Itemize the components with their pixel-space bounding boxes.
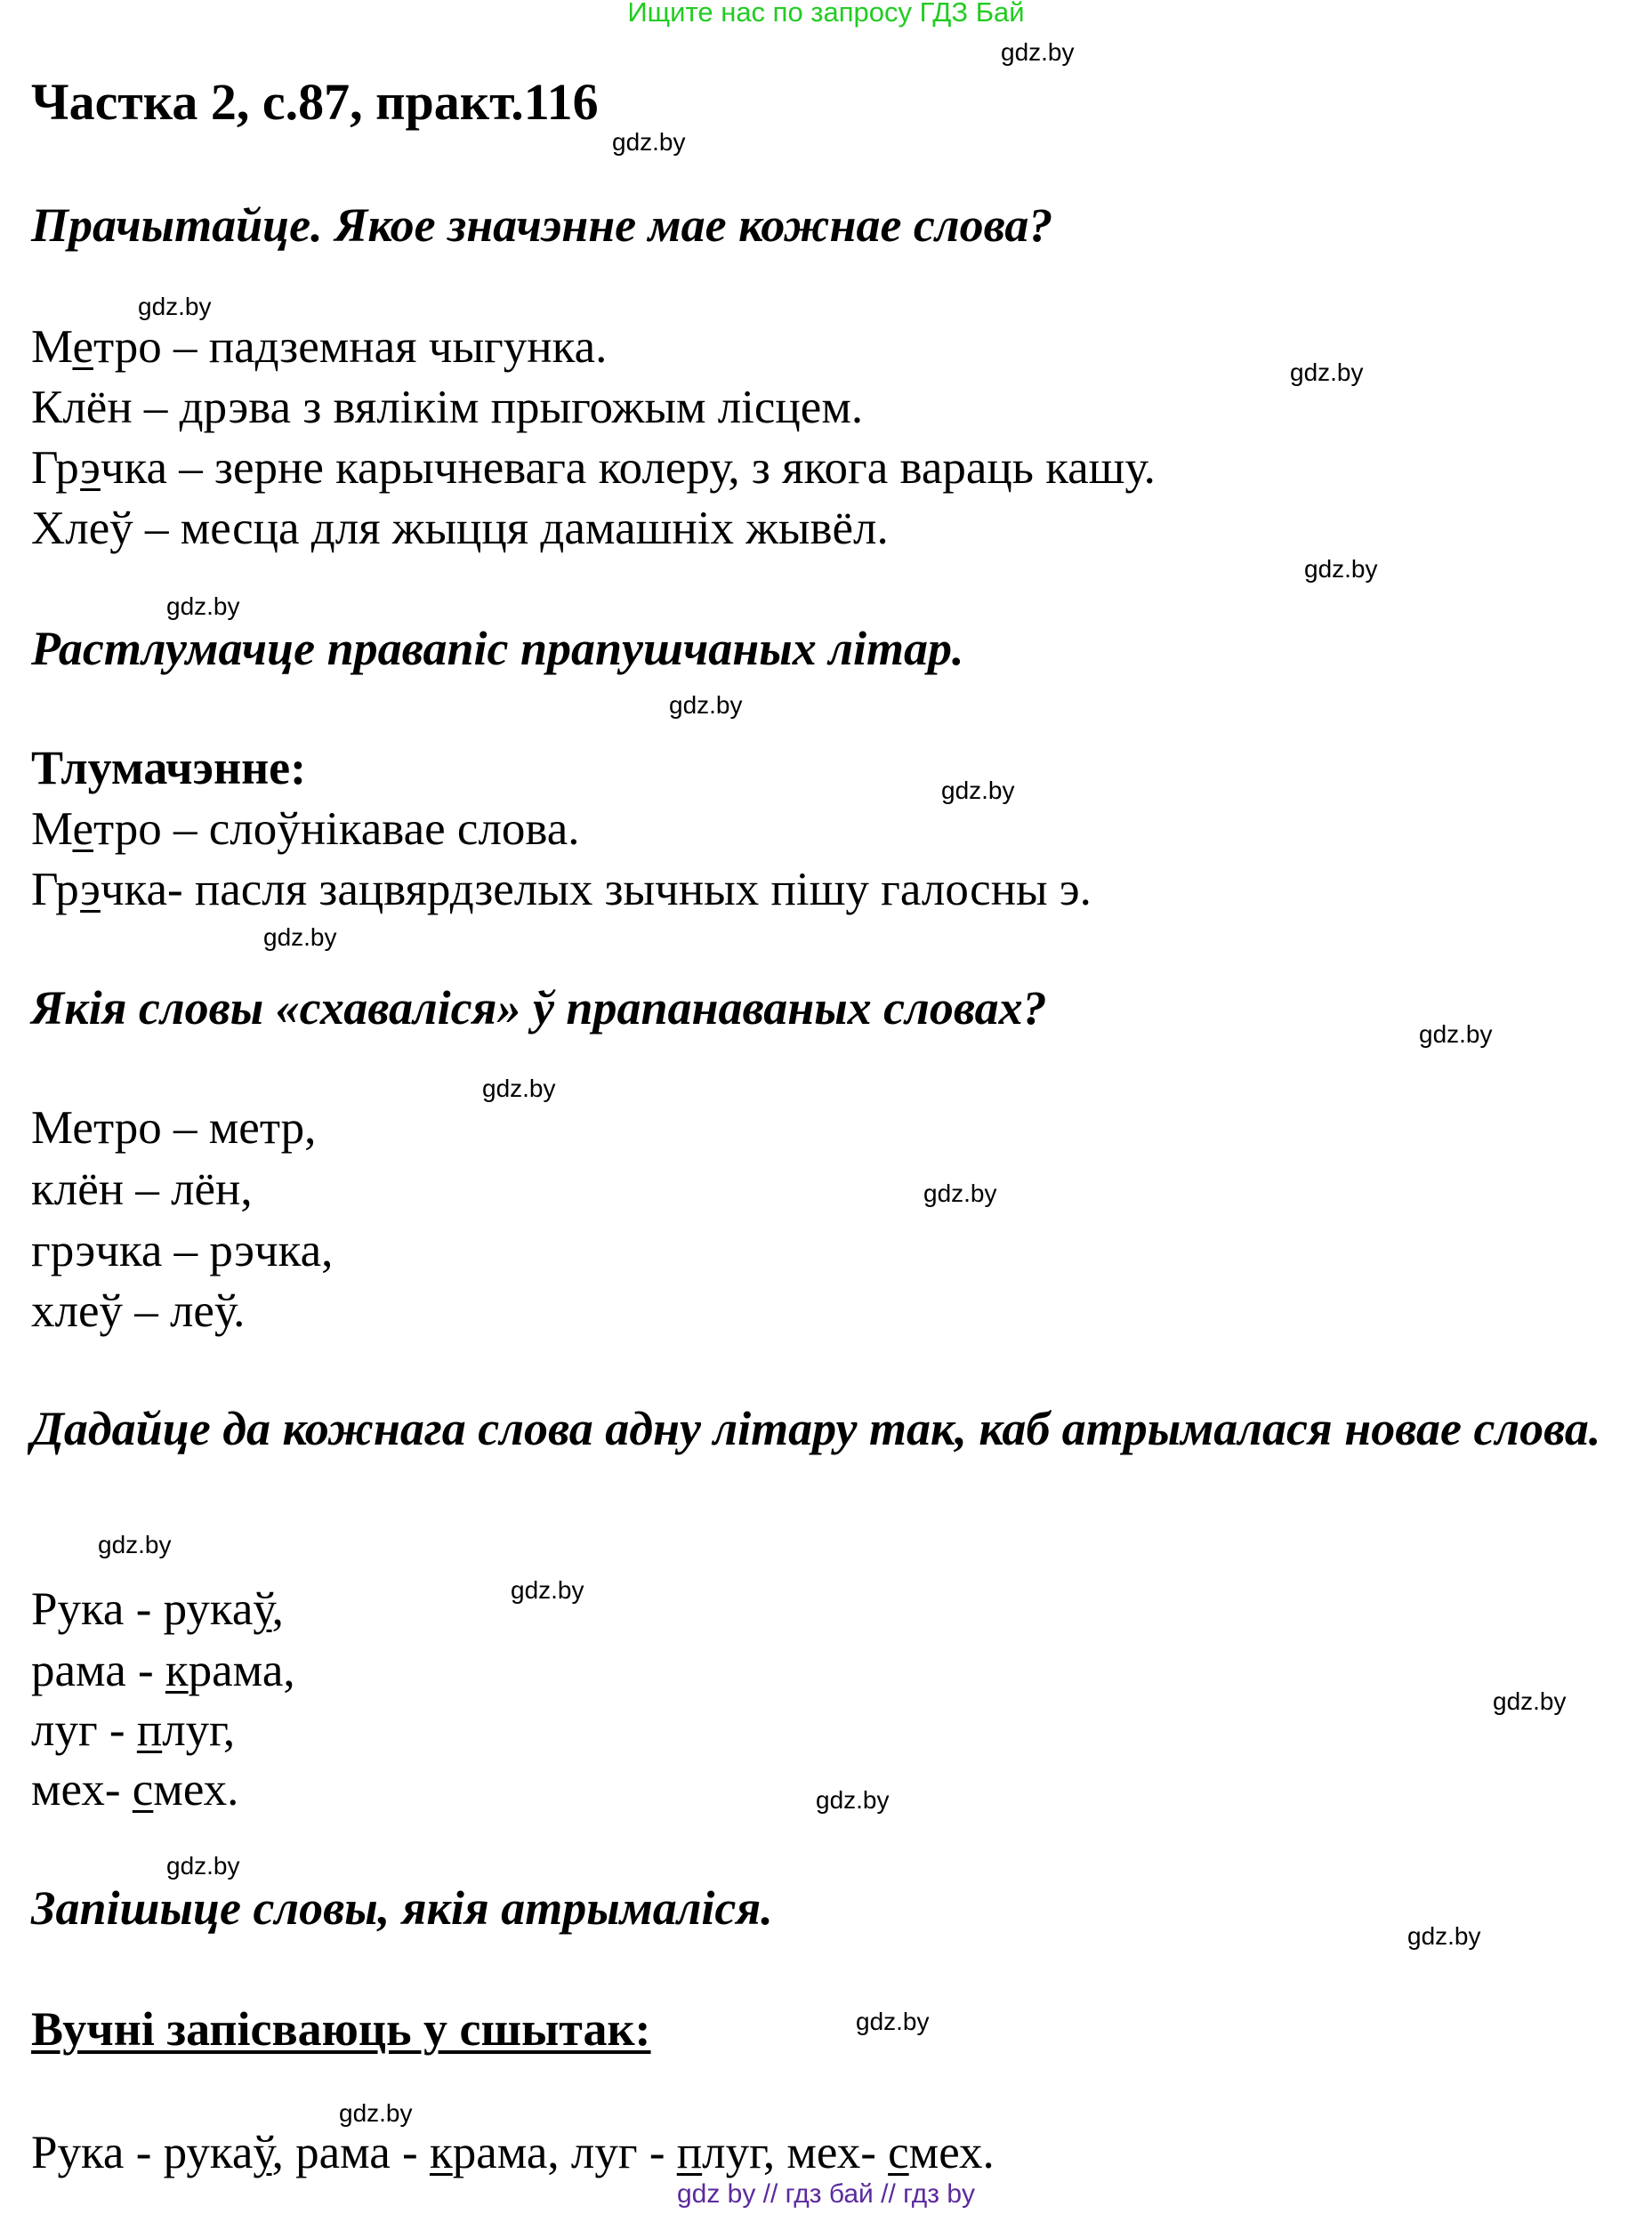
text-line	[31, 2129, 995, 2177]
text-segment: Гр	[31, 864, 81, 915]
text-line	[31, 1225, 334, 1276]
underlined-letter: э	[80, 442, 101, 494]
text-segment: тро – падземная чыгунка.	[93, 321, 608, 373]
watermark: gdz.by	[669, 691, 743, 719]
text-segment: рама,	[188, 1645, 295, 1696]
text-segment: грэчка – рэчка,	[31, 1225, 334, 1276]
text-segment: Рука - рука	[31, 2127, 254, 2178]
text-line	[31, 866, 1092, 914]
text-segment: М	[31, 803, 73, 855]
watermark: gdz.by	[1001, 38, 1075, 66]
section3-heading: Якія словы «схаваліся» ў прапанаваных словах?	[31, 981, 1047, 1035]
page-title: Частка 2, с.87, практ.116	[31, 73, 599, 131]
watermark: gdz.by	[1419, 1020, 1493, 1048]
text-line	[31, 803, 580, 855]
text-line	[31, 1285, 246, 1337]
watermark: gdz.by	[166, 592, 240, 620]
underlined-letter: е	[72, 803, 93, 855]
text-line	[31, 1163, 253, 1215]
text-line	[31, 1647, 295, 1695]
text-segment: рама -	[31, 1645, 165, 1696]
underlined-letter: к	[429, 2127, 453, 2178]
text-segment: луг,	[162, 1704, 236, 1756]
underlined-letter: с	[888, 2127, 909, 2178]
section4-heading: Дадайце да кожнага слова адну літару так, каб атрымалася новае слова.	[31, 1402, 1601, 1455]
watermark: gdz.by	[941, 777, 1015, 804]
underlined-letter: п	[136, 1704, 163, 1756]
text-segment: ,	[271, 1583, 284, 1635]
underlined-letter: ў	[253, 1583, 272, 1635]
section2-heading: Растлумачце правапіс прапушчаных літар.	[31, 622, 964, 675]
section5-subheading: Вучні запісваюць у сшытак:	[31, 2002, 651, 2056]
section5-heading: Запішыце словы, якія атрымаліся.	[31, 1881, 773, 1935]
text-segment: клён – лён,	[31, 1163, 253, 1215]
underlined-letter: ў	[253, 2127, 272, 2178]
text-segment: М	[31, 321, 73, 373]
watermark: gdz.by	[1304, 555, 1378, 583]
text-line	[31, 321, 608, 373]
text-segment: мех-	[31, 1764, 133, 1815]
watermark: gdz.by	[856, 2008, 930, 2035]
text-segment: Рука - рука	[31, 1583, 254, 1635]
footer-links[interactable]: gdz by // гдз бай // гдз by	[676, 2179, 976, 2209]
text-segment: рама, луг -	[452, 2127, 677, 2178]
section1-heading: Прачытайце. Якое значэнне мае кожнае слова?	[31, 198, 1053, 252]
text-line	[31, 384, 863, 431]
watermark: gdz.by	[166, 1852, 240, 1880]
text-segment: хлеў – леў.	[31, 1285, 246, 1337]
text-segment: Метро – метр,	[31, 1102, 317, 1154]
watermark: gdz.by	[923, 1179, 997, 1207]
text-line	[31, 1704, 236, 1756]
text-segment: , рама -	[271, 2127, 430, 2178]
section2-subheading: Тлумачэнне:	[31, 741, 307, 794]
watermark: gdz.by	[263, 923, 337, 951]
underlined-letter: э	[80, 864, 101, 915]
text-segment: чка- пасля зацвярдзелых зычных пішу галосны э.	[100, 864, 1092, 915]
promo-link[interactable]: Ищите нас по запросу ГДЗ Бай	[627, 0, 1025, 28]
text-segment: мех.	[908, 2127, 995, 2178]
underlined-letter: п	[676, 2127, 703, 2178]
text-segment: луг -	[31, 1704, 137, 1756]
watermark: gdz.by	[138, 293, 212, 320]
text-line	[31, 442, 1156, 494]
text-line	[31, 505, 889, 552]
watermark: gdz.by	[98, 1531, 172, 1558]
text-segment: чка – зерне карычневага колеру, з якога вараць кашу.	[100, 442, 1156, 494]
text-line	[31, 1102, 317, 1154]
watermark: gdz.by	[511, 1576, 584, 1604]
underlined-letter: к	[165, 1645, 189, 1696]
text-line	[31, 1583, 284, 1635]
underlined-letter: е	[72, 321, 93, 373]
watermark: gdz.by	[339, 2099, 413, 2127]
text-segment: мех.	[153, 1764, 239, 1815]
text-line	[31, 1764, 239, 1815]
text-segment: тро – слоўнікавае слова.	[93, 803, 580, 855]
watermark: gdz.by	[1493, 1687, 1567, 1715]
watermark: gdz.by	[1407, 1922, 1481, 1950]
watermark: gdz.by	[482, 1075, 556, 1102]
watermark: gdz.by	[1290, 358, 1364, 386]
text-segment: Гр	[31, 442, 81, 494]
watermark: gdz.by	[816, 1786, 890, 1814]
text-segment: Клён – дрэва з вялікім прыгожым лісцем.	[31, 382, 864, 433]
underlined-letter: с	[132, 1764, 154, 1815]
text-segment: луг, мех-	[702, 2127, 889, 2178]
watermark: gdz.by	[612, 128, 686, 156]
text-segment: Хлеў – месца для жыцця дамашніх жывёл.	[31, 503, 889, 554]
